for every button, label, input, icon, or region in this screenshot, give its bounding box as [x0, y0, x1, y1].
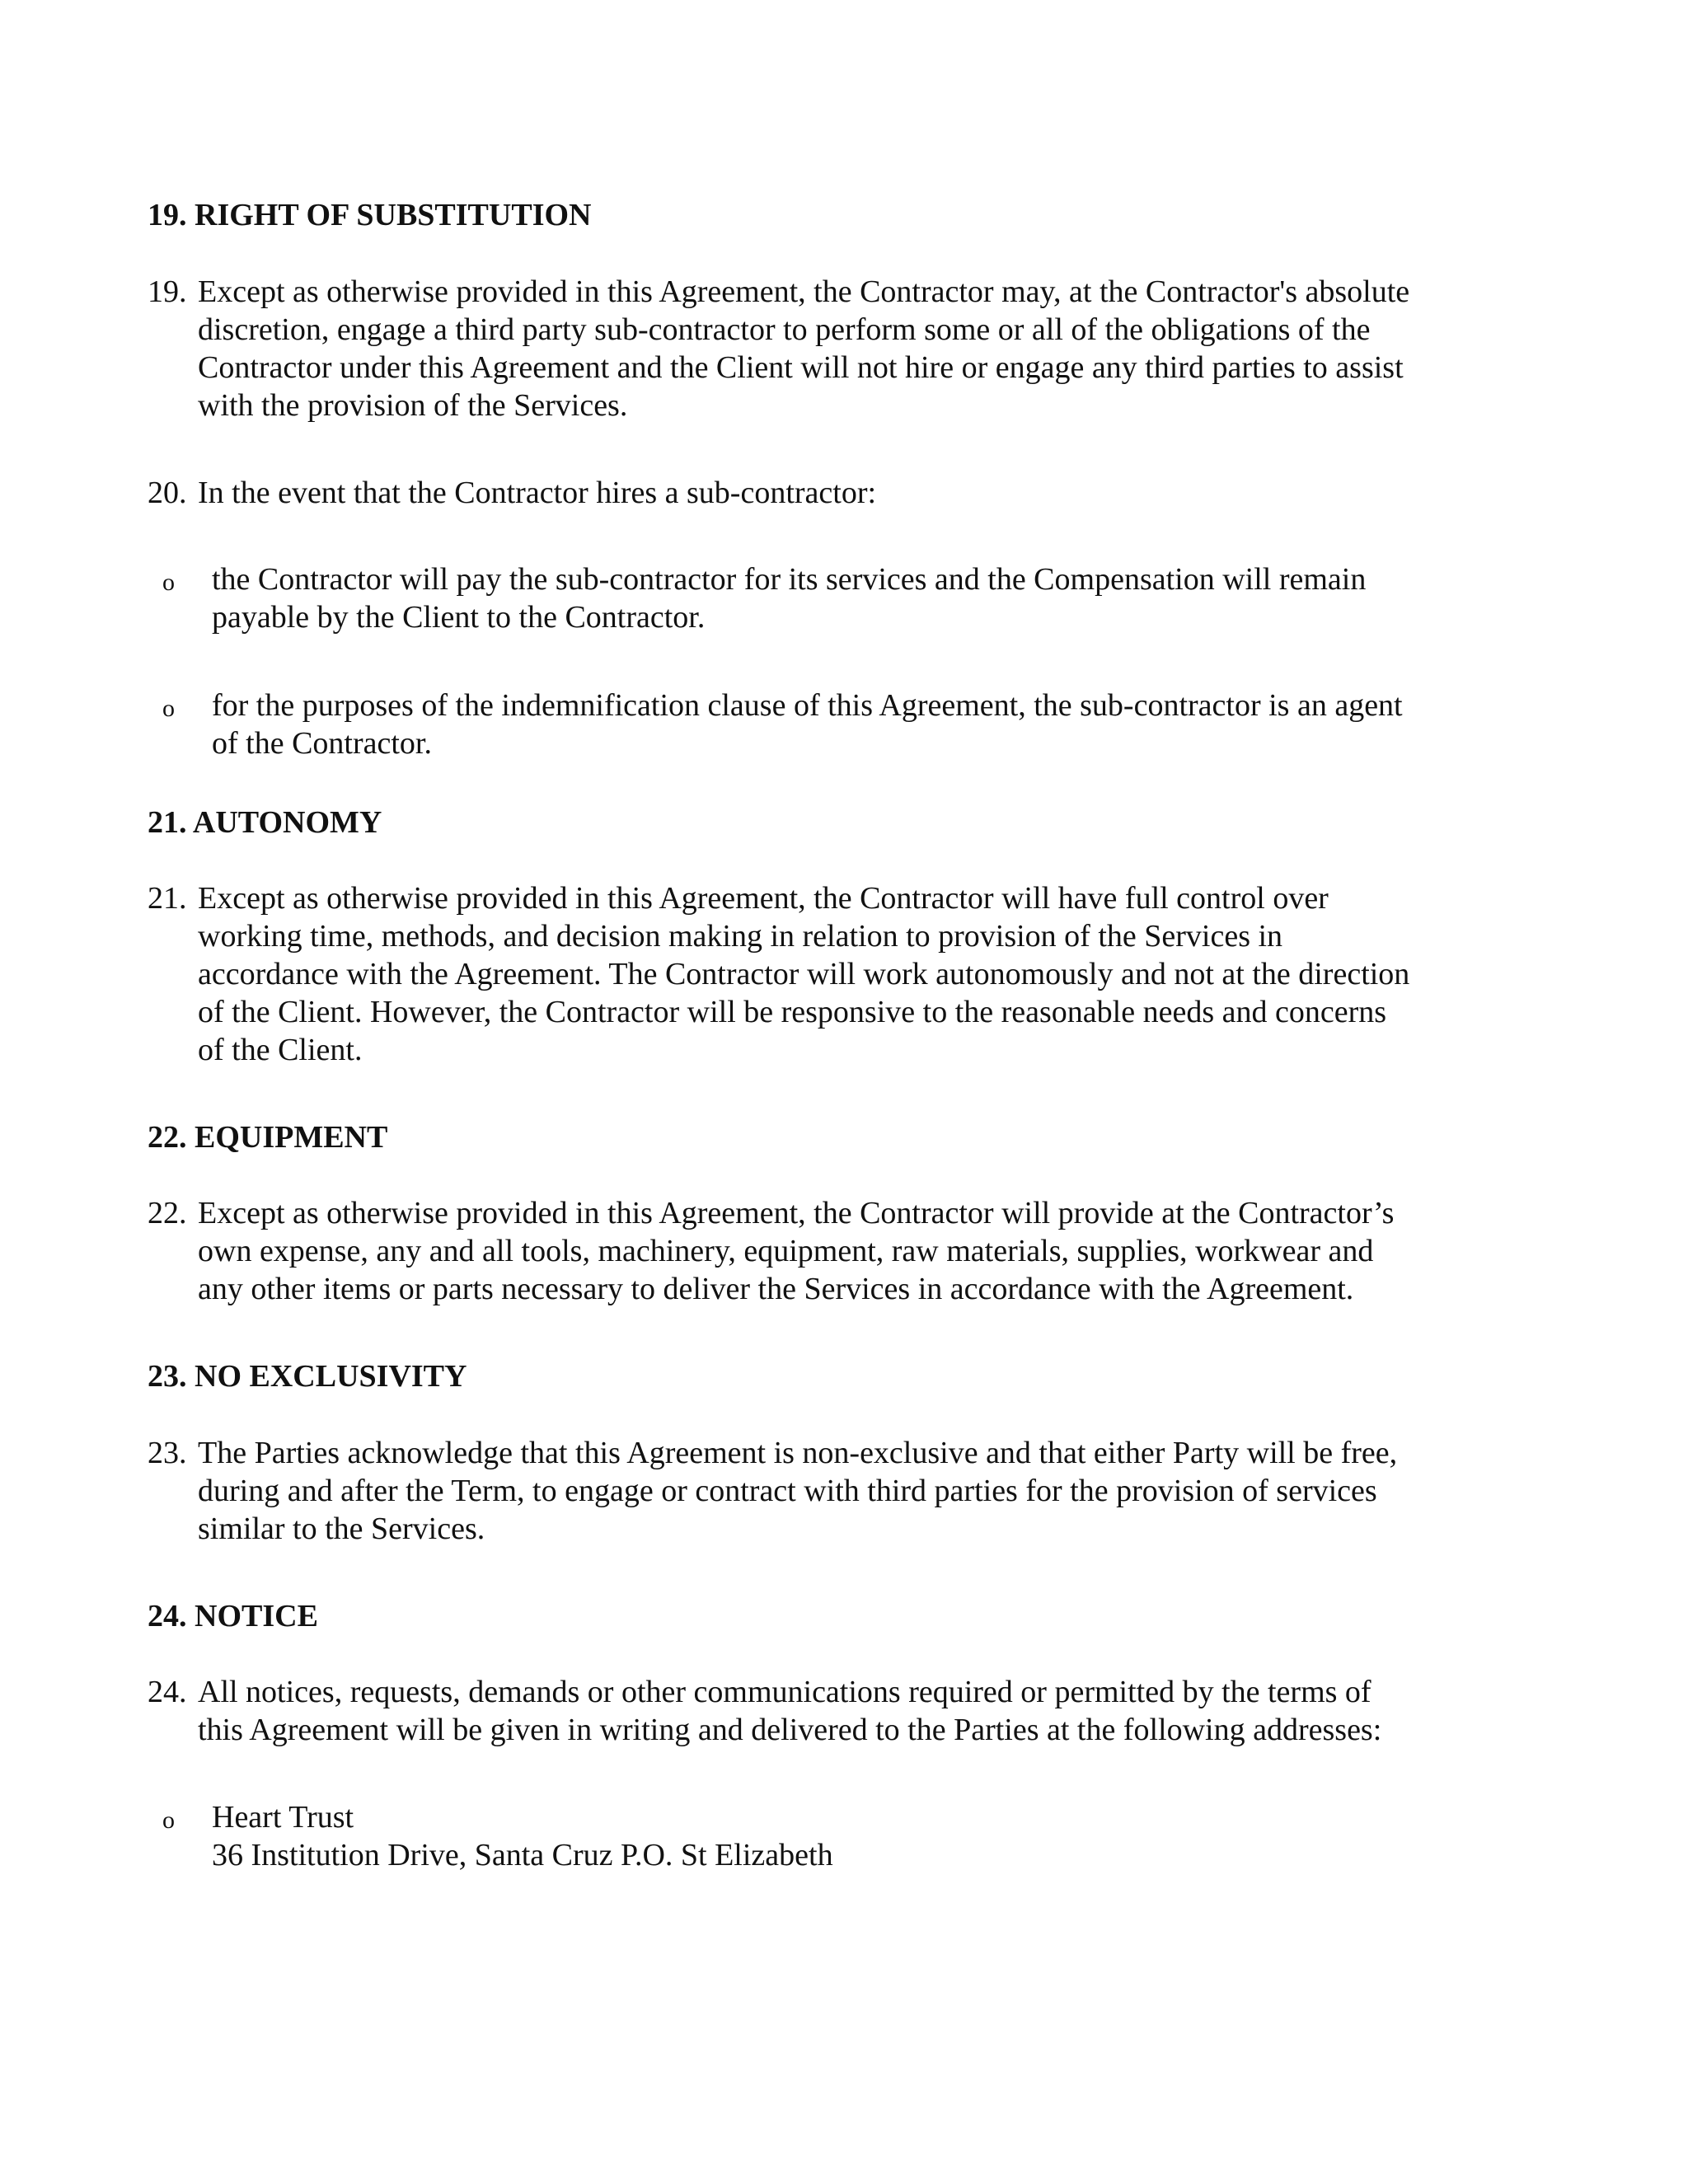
clause-text: Except as otherwise provided in this Agreement, the Contractor may, at the Contractor's absolute discretion, engage a third party sub-contractor to perform some or all of the obligations of the Contractor under this Agreement and the Client will not hire or engage any third parties to assist with the provision of the Services. — [198, 274, 1410, 423]
section-heading-notice: 24. NOTICE — [148, 1599, 318, 1633]
section-heading-autonomy: 21. AUTONOMY — [148, 805, 382, 840]
clause-number: 23. — [148, 1436, 187, 1470]
address-text: Heart Trust 36 Institution Drive, Santa Cruz P.O. St Elizabeth — [212, 1800, 833, 1872]
clause-21 — [148, 879, 1499, 1069]
clause-23 — [148, 1434, 1499, 1548]
clause-text: The Parties acknowledge that this Agreement is non-exclusive and that either Party will be free, during and after the Term, to engage or contract with third parties for the provision of services similar to the Services. — [198, 1436, 1398, 1546]
clause-number: 24. — [148, 1675, 187, 1709]
bullet-item-indemnification — [162, 687, 1514, 762]
clause-number: 22. — [148, 1196, 187, 1230]
bullet-item-address — [162, 1798, 1514, 1874]
bullet-item-pay-subcontractor — [162, 560, 1514, 636]
clause-number: 21. — [148, 881, 187, 916]
clause-24 — [148, 1673, 1499, 1749]
section-heading-equipment: 22. EQUIPMENT — [148, 1120, 388, 1155]
clause-text: In the event that the Contractor hires a sub-contractor: — [198, 476, 877, 510]
section-heading-no-exclusivity: 23. NO EXCLUSIVITY — [148, 1359, 467, 1394]
clause-number: 20. — [148, 476, 187, 510]
bullet-marker-icon: o — [162, 569, 175, 596]
clause-number: 19. — [148, 274, 187, 309]
clause-19 — [148, 273, 1499, 424]
clause-text: Except as otherwise provided in this Agreement, the Contractor will provide at the Contractor’s own expense, any and all tools, machinery, equipment, raw materials, supplies, workwear and any other items or parts necessary to deliver the Services in accordance with the Agreement. — [198, 1196, 1395, 1306]
section-heading-right-of-substitution: 19. RIGHT OF SUBSTITUTION — [148, 198, 592, 232]
bullet-text: the Contractor will pay the sub-contractor for its services and the Compensation will remain payable by the Client to the Contractor. — [212, 562, 1367, 635]
clause-text: All notices, requests, demands or other communications required or permitted by the terms of this Agreement will be given in writing and delivered to the Parties at the following addresses: — [198, 1675, 1382, 1747]
clause-20 — [148, 474, 1499, 512]
clause-text: Except as otherwise provided in this Agreement, the Contractor will have full control over working time, methods, and decision making in relation to provision of the Services in accordance with the Agreement. The Contractor will work autonomously and not at the direction of the Client. However, the Contractor will be responsive to the reasonable needs and concerns of the Client. — [198, 881, 1410, 1067]
bullet-text: for the purposes of the indemnification clause of this Agreement, the sub-contractor is an agent of the Contractor. — [212, 688, 1403, 761]
bullet-marker-icon: o — [162, 1807, 175, 1834]
clause-22 — [148, 1194, 1499, 1308]
bullet-marker-icon: o — [162, 695, 175, 722]
